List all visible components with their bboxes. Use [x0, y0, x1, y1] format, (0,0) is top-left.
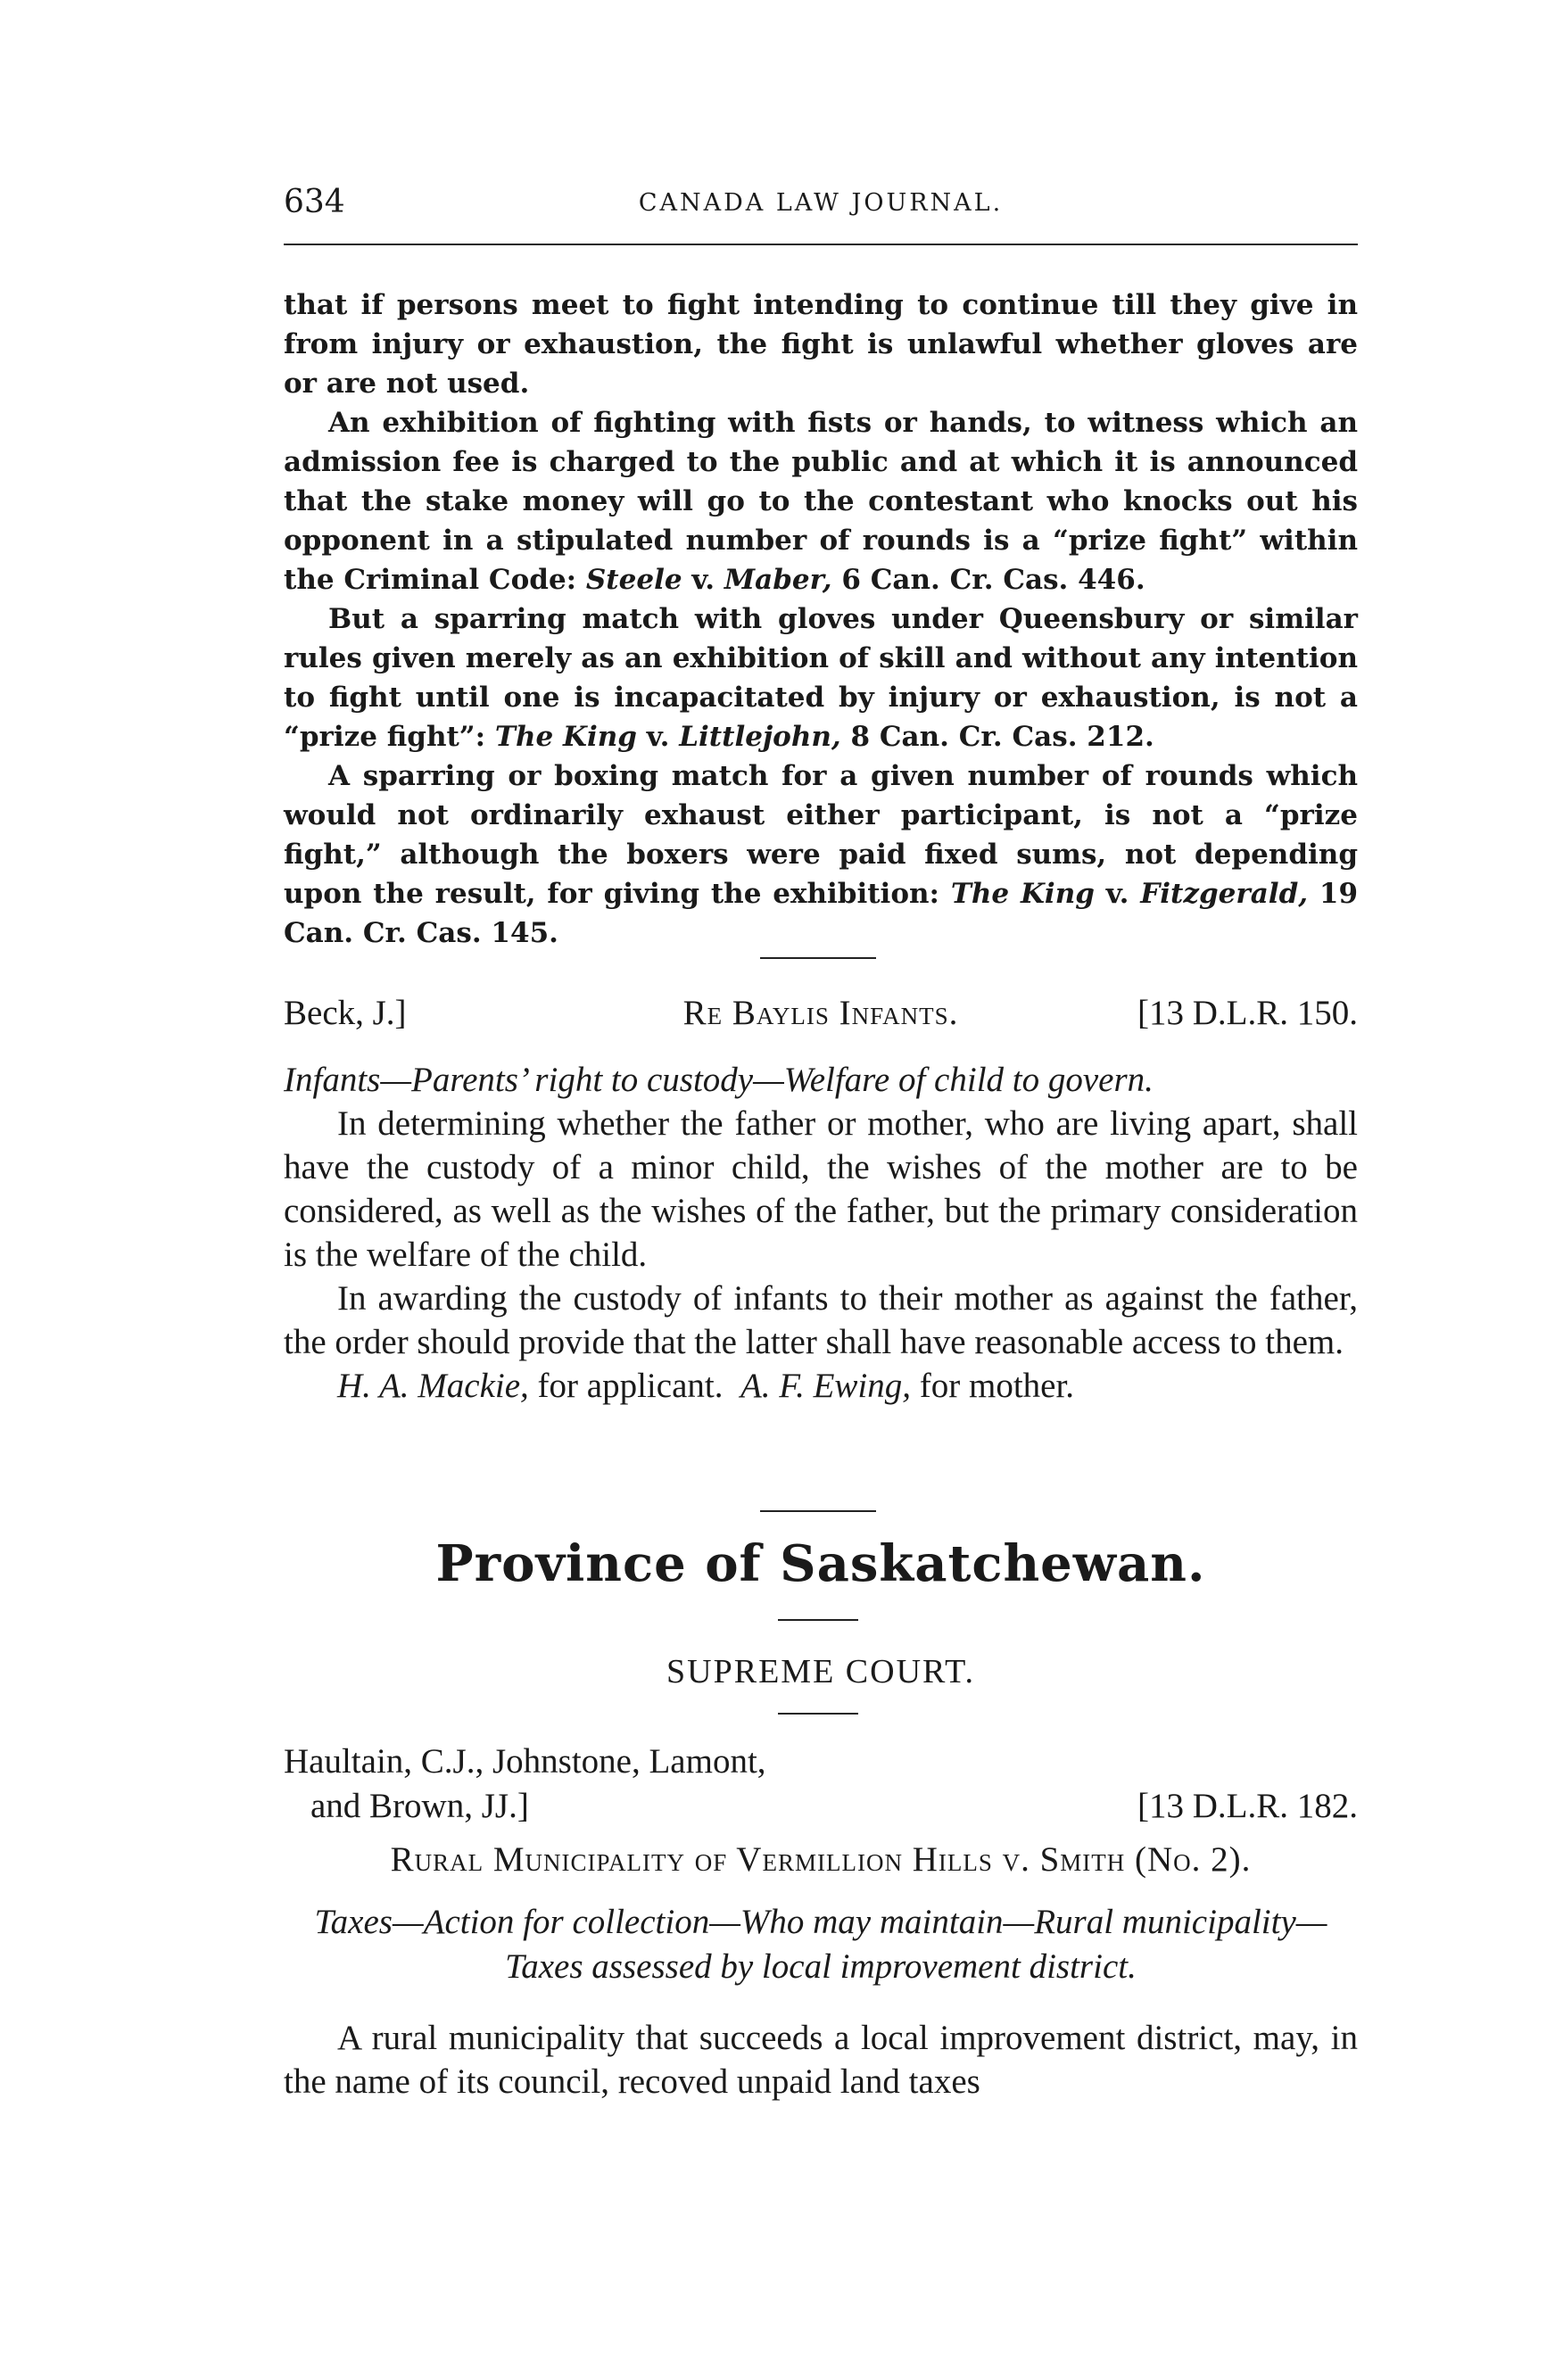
case-body [284, 2016, 1358, 2103]
case-party: Littlejohn, [679, 721, 841, 753]
judges-line: Haultain, C.J., Johnstone, Lamont, [284, 1742, 766, 1781]
court-heading: SUPREME COURT. [666, 1653, 975, 1690]
province-heading: Province of Saskatchewan. [435, 1534, 1206, 1593]
catchwords: Taxes—Action for collection—Who may maintain—Rural municipality—Taxes assessed by local improvement district. [314, 1903, 1327, 1986]
headnote-paragraph: In determining whether the father or mother, who are living apart, shall have the custody of a minor child, the wishes of the mother are to be considered, as well as the wishes of the father, but the primary consideration is the welfare of the child. [284, 1104, 1358, 1274]
note-paragraph: A sparring or boxing match for a given number of rounds which would not ordinarily exhaust either participant, is not a “prize fight,” although the boxers were paid fixed sums, not depending upon the result, for giving the exhibition: The King v. Fitzgerald, 19 Can. Cr. Cas. 145. [284, 760, 1359, 949]
case-title: Rural Municipality of Vermillion Hills v. Smith (No. 2). [390, 1840, 1252, 1879]
report-citation: [13 D.L.R. 182. [1137, 1787, 1358, 1825]
running-head: CANADA LAW JOURNAL. [638, 189, 1004, 217]
judge-name: Beck, J.] [284, 994, 407, 1032]
note-paragraph: An exhibition of fighting with fists or hands, to witness which an admission fee is charged to the public and at which it is announced that the stake money will go to the contestant who knocks out his opponent in a stipulated number of rounds is a “prize fight” within the Criminal Code: Steele v. Maber, 6 Can. Cr. Cas. 446. [284, 407, 1358, 596]
case-citation: 6 Can. Cr. Cas. 446. [841, 564, 1145, 596]
report-citation: [13 D.L.R. 150. [1137, 994, 1358, 1032]
headnote-paragraph: In awarding the custody of infants to their mother as against the father, the order should provide that the latter shall have reasonable access to them. [284, 1279, 1358, 1361]
counsel-name: H. A. Mackie, [337, 1367, 529, 1405]
catchwords: Infants—Parents’ right to custody—Welfare of child to govern. [284, 1061, 1154, 1099]
section-separator [760, 957, 876, 959]
case-party: Fitzgerald, [1140, 878, 1309, 910]
page-number: 634 [284, 184, 345, 220]
note-paragraph: But a sparring match with gloves under Queensbury or similar rules given merely as an exhibition of skill and without any intention to fight until one is incapacitated by injury or exhaustion, is not a “prize fight”: The King v. Littlejohn, 8 Can. Cr. Cas. 212. [284, 603, 1358, 753]
section-separator [778, 1619, 858, 1621]
bench-line [284, 1740, 1358, 1829]
judges-line: and Brown, JJ.] [310, 1787, 529, 1825]
section-separator [778, 1713, 858, 1715]
case-title: Re Baylis Infants. [682, 994, 959, 1032]
note-paragraph: that if persons meet to fight intending to continue till they give in from injury or exhaustion, the fight is unlawful whether gloves are or are not used. [284, 289, 1358, 400]
case-party: Maber, [724, 564, 832, 596]
counsel-name: A. F. Ewing, [740, 1367, 912, 1405]
case-party: The King [494, 721, 637, 753]
case-body [284, 1058, 1358, 1408]
case-party: The King [950, 878, 1095, 910]
annotation-notes [284, 285, 1358, 953]
case-party: Steele [585, 564, 682, 596]
case-citation: 8 Can. Cr. Cas. 212. [850, 721, 1154, 753]
section-separator [760, 1510, 876, 1512]
headnote-paragraph: A rural municipality that succeeds a local improvement district, may, in the name of its council, recoved unpaid land taxes [284, 2019, 1358, 2101]
case-citation: 19 Can. Cr. Cas. 145. [284, 878, 1359, 949]
counsel-line: H. A. Mackie, for applicant. A. F. Ewing, for mother. [337, 1367, 1075, 1405]
header-rule [284, 244, 1358, 245]
